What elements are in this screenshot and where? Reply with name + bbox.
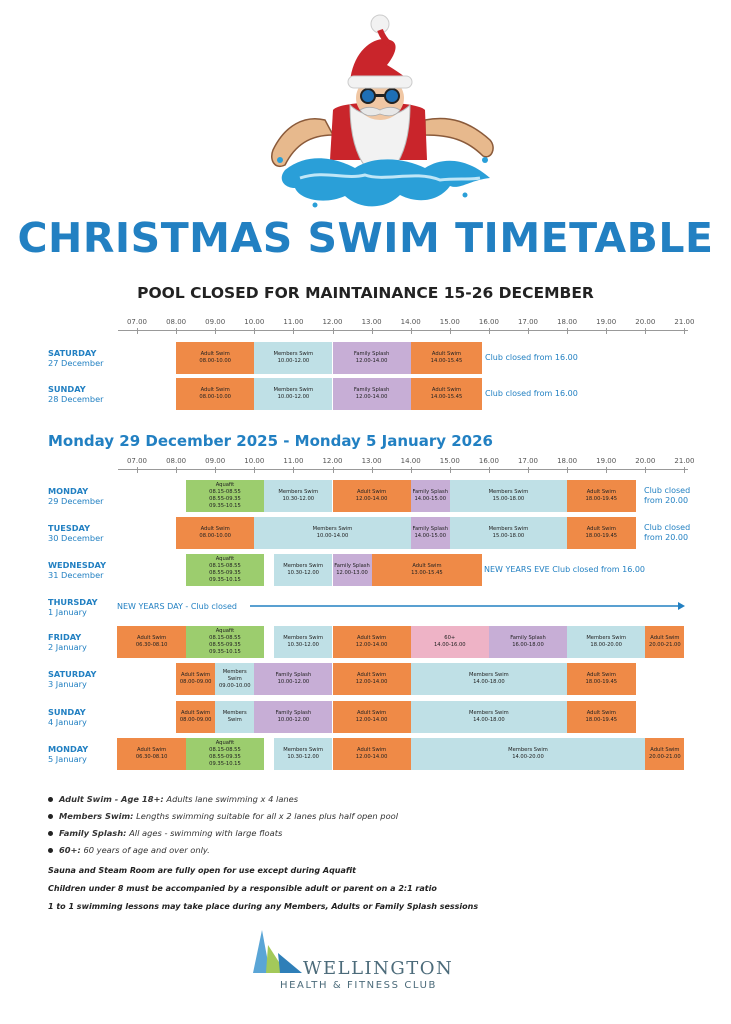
session-time: 14.00-20.00: [512, 754, 544, 760]
session-time: 13.00-15.45: [411, 570, 443, 576]
time-tick: [215, 467, 216, 473]
session-name: Adult Swim: [650, 747, 680, 753]
time-tick: [293, 467, 294, 473]
time-tick: [684, 328, 685, 334]
day-date: 27 December: [48, 358, 104, 368]
day-name: WEDNESDAY: [48, 560, 107, 570]
session-members: [411, 663, 567, 695]
day-date: 2 January: [48, 642, 87, 652]
time-tick: [372, 328, 373, 334]
session-adult: [117, 738, 185, 770]
session-time: 15.00-18.00: [492, 533, 525, 539]
day-name: THURSDAY: [48, 597, 98, 607]
session-time: 10.30-12.00: [287, 570, 319, 576]
session-members: [450, 517, 567, 549]
row-note: Club closed from 20.00: [644, 523, 691, 542]
session-time: 18.00-19.45: [585, 717, 618, 723]
session-name: Members Swim: [283, 747, 324, 753]
legend-description: All ages - swimming with large floats: [126, 828, 283, 838]
session-members: [254, 378, 332, 410]
time-axis-line: [118, 330, 688, 331]
session-name: Family Splash: [275, 710, 312, 716]
day-name: MONDAY: [48, 486, 89, 496]
session-name: Adult Swim: [586, 672, 616, 678]
session-name: Adult Swim: [356, 710, 387, 716]
session-name: Aquafit: [215, 628, 235, 634]
time-tick-label: 14.00: [400, 457, 421, 465]
session-name: Adult Swim: [586, 526, 616, 532]
session-time: 10.30-12.00: [282, 496, 315, 502]
time-tick-label: 07.00: [126, 457, 148, 465]
session-time: 08.00-09.00: [179, 717, 212, 723]
session-time: 14.00-18.00: [473, 717, 505, 723]
session-name: Adult Swim: [200, 526, 230, 532]
session-name: Adult Swim: [356, 635, 387, 641]
day-label: [48, 384, 103, 404]
session-time: 10.00-12.00: [277, 717, 310, 723]
day-label: [48, 486, 103, 506]
session-adult: [176, 663, 215, 695]
session-name: Adult Swim: [181, 710, 211, 716]
day-label: [48, 560, 106, 580]
session-members: [254, 517, 410, 549]
session-time: 14.00-15.45: [430, 394, 463, 400]
session-time: 08.55-09.35: [209, 496, 241, 502]
day-name: MONDAY: [48, 744, 89, 754]
session-name: Family Splash: [353, 351, 390, 357]
session-aquafit: [186, 480, 264, 512]
day-name: FRIDAY: [48, 632, 82, 642]
time-tick-label: 13.00: [361, 457, 382, 465]
session-name: Members Swim: [273, 351, 314, 357]
session-time: 08.00-10.00: [199, 394, 231, 400]
session-aquafit: [186, 626, 264, 658]
session-name: Aquafit: [215, 556, 235, 562]
session-adult: [176, 517, 254, 549]
day-name: SUNDAY: [48, 384, 86, 394]
session-aquafit: [186, 554, 264, 586]
time-tick: [215, 328, 216, 334]
session-time: 08.15-08.55: [209, 563, 241, 569]
legend-description: Adults lane swimming x 4 lanes: [163, 794, 299, 804]
page-title: CHRISTMAS SWIM TIMETABLE: [17, 214, 714, 262]
day-label: [48, 523, 103, 543]
time-tick: [645, 328, 646, 334]
wellington-logo-icon: [250, 925, 305, 975]
bullet-icon: [48, 814, 53, 819]
session-time: 14.00-18.00: [473, 679, 505, 685]
session-name: Adult Swim: [431, 387, 462, 393]
time-tick-label: 11.00: [283, 318, 304, 326]
day-date: 31 December: [48, 570, 104, 580]
time-tick: [567, 328, 568, 334]
bullet-icon: [48, 848, 53, 853]
session-name: Members Swim: [586, 635, 627, 641]
session-family: [411, 480, 450, 512]
session-members: [274, 554, 333, 586]
time-tick: [489, 328, 490, 334]
session-time: 09.35-10.15: [209, 761, 241, 767]
time-tick-label: 17.00: [517, 318, 539, 326]
time-tick: [137, 328, 138, 334]
time-tick: [372, 467, 373, 473]
time-tick-label: 15.00: [439, 318, 460, 326]
session-members: [215, 663, 254, 695]
logo-tagline: HEALTH & FITNESS CLUB: [280, 980, 437, 991]
time-tick-label: 12.00: [322, 318, 343, 326]
session-adult: [645, 738, 684, 770]
session-members: [274, 738, 333, 770]
day-date: 30 December: [48, 533, 104, 543]
time-tick: [333, 328, 334, 334]
day-name: SATURDAY: [48, 669, 97, 679]
session-name: Adult Swim: [586, 710, 616, 716]
time-tick-label: 15.00: [439, 457, 460, 465]
bullet-icon: [48, 831, 53, 836]
session-time: 12.00-14.00: [355, 358, 388, 364]
session-time: 18.00-19.45: [585, 679, 618, 685]
day-name: TUESDAY: [48, 523, 90, 533]
session-adult: [372, 554, 483, 586]
row-note: NEW YEARS EVE Club closed from 16.00: [484, 565, 645, 574]
legend-term: Adult Swim - Age 18+:: [59, 794, 164, 804]
info-line: 1 to 1 swimming lessons may take place during any Members, Adults or Family Splash sessions: [48, 902, 479, 911]
time-tick: [254, 328, 255, 334]
legend-description: 60 years of age and over only.: [80, 845, 210, 855]
session-family: [254, 663, 332, 695]
session-name: Aquafit: [215, 740, 235, 746]
session-time: 10.00-12.00: [277, 679, 310, 685]
session-members: [215, 701, 254, 733]
time-tick: [176, 328, 177, 334]
session-time: 14.00-15.00: [414, 496, 447, 502]
session-family: [333, 378, 411, 410]
session-time: 08.00-09.00: [179, 679, 212, 685]
session-family: [254, 701, 332, 733]
time-tick-label: 08.00: [166, 318, 187, 326]
info-line: Children under 8 must be accompanied by a responsible adult or parent on a 2:1 ratio: [48, 884, 437, 893]
time-tick: [489, 467, 490, 473]
session-name: Adult Swim: [181, 672, 211, 678]
session-name: Members Swim: [222, 710, 247, 723]
day-name: SATURDAY: [48, 348, 97, 358]
session-members: [411, 738, 646, 770]
time-tick-label: 14.00: [400, 318, 421, 326]
session-name: Adult Swim: [431, 351, 462, 357]
session-time: 08.00-10.00: [199, 358, 231, 364]
day-date: 3 January: [48, 679, 87, 689]
time-axis-line: [118, 469, 688, 470]
session-family: [333, 554, 372, 586]
day-date: 28 December: [48, 394, 104, 404]
session-name: Adult Swim: [586, 489, 616, 495]
session-name: Aquafit: [215, 482, 235, 488]
session-time: 08.15-08.55: [209, 489, 241, 495]
session-name: Members Swim: [222, 668, 247, 682]
session-time: 06.30-08.10: [135, 754, 168, 760]
time-tick: [254, 467, 255, 473]
time-tick: [684, 467, 685, 473]
legend-term: Members Swim:: [59, 811, 134, 821]
time-tick-label: 19.00: [596, 318, 617, 326]
session-name: Adult Swim: [412, 563, 442, 569]
row-note: Club closed from 16.00: [485, 389, 578, 398]
session-name: Adult Swim: [356, 489, 387, 495]
session-name: Adult Swim: [200, 351, 230, 357]
session-adult: [176, 378, 254, 410]
time-tick: [606, 467, 607, 473]
closure-notice: POOL CLOSED FOR MAINTAINANCE 15-26 DECEMBER: [137, 284, 594, 302]
session-time: 08.55-09.35: [209, 754, 241, 760]
time-tick: [528, 467, 529, 473]
day-label: [48, 744, 88, 764]
time-tick: [606, 328, 607, 334]
session-time: 08.15-08.55: [209, 747, 241, 753]
session-adult: [117, 626, 185, 658]
session-time: 12.00-14.00: [355, 717, 388, 723]
time-tick-label: 07.00: [126, 318, 148, 326]
session-name: Adult Swim: [137, 635, 167, 641]
week-section-title: Monday 29 December 2025 - Monday 5 January 2026: [48, 432, 493, 450]
time-tick: [450, 328, 451, 334]
legend-description: Lengths swimming suitable for all x 2 lanes plus half open pool: [133, 811, 399, 821]
session-name: Members Swim: [469, 710, 509, 716]
time-tick: [293, 328, 294, 334]
session-name: Family Splash: [353, 387, 390, 393]
session-adult: [567, 517, 635, 549]
session-name: Adult Swim: [200, 387, 230, 393]
session-members: [274, 626, 333, 658]
session-adult: [333, 738, 411, 770]
session-time: 08.55-09.35: [209, 642, 241, 648]
session-name: Family Splash: [510, 635, 546, 641]
row-note: Club closed from 16.00: [485, 353, 578, 362]
time-tick-label: 09.00: [205, 457, 226, 465]
session-name: Adult Swim: [137, 747, 167, 753]
session-adult: [567, 663, 635, 695]
time-tick: [528, 328, 529, 334]
time-tick: [450, 467, 451, 473]
session-name: Members Swim: [469, 672, 509, 678]
session-family: [411, 517, 450, 549]
session-time: 14.00-15.45: [430, 358, 463, 364]
session-time: 20.00-21.00: [649, 642, 681, 648]
session-family: [489, 626, 567, 658]
session-time: 10.30-12.00: [287, 754, 319, 760]
session-adult: [411, 378, 483, 410]
session-adult: [333, 480, 411, 512]
session-members: [411, 701, 567, 733]
session-name: Family Splash: [412, 526, 448, 532]
time-tick-label: 10.00: [244, 318, 265, 326]
session-adult: [333, 626, 411, 658]
time-tick-label: 11.00: [283, 457, 304, 465]
legend-term: Family Splash:: [59, 828, 127, 838]
time-tick-label: 12.00: [322, 457, 343, 465]
session-members: [264, 480, 332, 512]
session-name: Family Splash: [412, 489, 448, 495]
day-date: 4 January: [48, 717, 87, 727]
session-members: [254, 342, 332, 374]
session-time: 08.00-10.00: [199, 533, 231, 539]
time-tick-label: 08.00: [166, 457, 187, 465]
session-time: 18.00-19.45: [585, 533, 618, 539]
time-tick-label: 19.00: [596, 457, 617, 465]
session-adult: [567, 701, 635, 733]
time-tick-label: 13.00: [361, 318, 382, 326]
time-tick-label: 20.00: [635, 318, 656, 326]
closed-arrow: [250, 601, 685, 611]
session-time: 10.00-12.00: [277, 358, 310, 364]
time-tick-label: 16.00: [478, 457, 499, 465]
session-sixty: [411, 626, 489, 658]
row-note: Club closed from 20.00: [644, 486, 691, 505]
session-name: Members Swim: [488, 489, 529, 495]
session-name: Family Splash: [275, 672, 312, 678]
time-tick: [176, 467, 177, 473]
session-members: [450, 480, 567, 512]
session-time: 10.30-12.00: [287, 642, 319, 648]
time-tick: [411, 467, 412, 473]
session-time: 14.00-15.00: [414, 533, 447, 539]
day-label: [48, 632, 87, 652]
session-name: Members Swim: [312, 526, 353, 532]
time-tick-label: 09.00: [205, 318, 226, 326]
session-adult: [333, 701, 411, 733]
session-time: 10.00-12.00: [277, 394, 310, 400]
day-date: 1 January: [48, 607, 87, 617]
time-tick-label: 21.00: [674, 457, 695, 465]
santa-swimmer-illustration: [255, 10, 505, 215]
time-tick: [333, 467, 334, 473]
day-label: [48, 597, 98, 617]
time-tick: [567, 467, 568, 473]
legend-item: [48, 828, 282, 838]
session-adult: [176, 701, 215, 733]
session-adult: [567, 480, 635, 512]
session-time: 14.00-16.00: [433, 642, 466, 648]
time-tick: [645, 467, 646, 473]
session-time: 09.35-10.15: [209, 577, 241, 583]
session-time: 16.00-18.00: [512, 642, 544, 648]
session-time: 09.35-10.15: [209, 649, 241, 655]
session-time: 15.00-18.00: [492, 496, 525, 502]
session-time: 12.00-14.00: [355, 496, 388, 502]
session-time: 06.30-08.10: [135, 642, 168, 648]
session-time: 12.00-14.00: [355, 679, 388, 685]
session-name: 60+: [444, 635, 456, 641]
time-tick-label: 16.00: [478, 318, 499, 326]
session-adult: [333, 663, 411, 695]
session-members: [567, 626, 645, 658]
legend-item: [48, 794, 298, 804]
session-name: Members Swim: [508, 747, 548, 753]
session-time: 18.00-20.00: [590, 642, 622, 648]
time-tick-label: 21.00: [674, 318, 695, 326]
session-time: 20.00-21.00: [649, 754, 681, 760]
session-adult: [411, 342, 483, 374]
session-family: [333, 342, 411, 374]
session-time: 12.00-14.00: [355, 394, 388, 400]
day-date: 5 January: [48, 754, 87, 764]
row-note: NEW YEARS DAY - Club closed: [117, 602, 237, 611]
session-time: 08.55-09.35: [209, 570, 241, 576]
day-label: [48, 348, 103, 368]
session-adult: [176, 342, 254, 374]
legend-item: [48, 845, 210, 855]
time-tick-label: 20.00: [635, 457, 656, 465]
session-time: 18.00-19.45: [585, 496, 618, 502]
session-name: Members Swim: [283, 635, 324, 641]
day-name: SUNDAY: [48, 707, 86, 717]
day-date: 29 December: [48, 496, 104, 506]
time-tick: [411, 328, 412, 334]
time-tick-label: 18.00: [557, 457, 578, 465]
time-tick-label: 10.00: [244, 457, 265, 465]
session-adult: [645, 626, 684, 658]
session-name: Members Swim: [488, 526, 529, 532]
session-time: 12.00-14.00: [355, 642, 388, 648]
session-name: Members Swim: [283, 563, 324, 569]
logo-name: WELLINGTON: [303, 958, 454, 979]
session-time: 09.00-10.00: [218, 682, 251, 689]
bullet-icon: [48, 797, 53, 802]
session-time: 09.35-10.15: [209, 503, 241, 509]
session-name: Adult Swim: [356, 747, 387, 753]
legend-item: [48, 811, 398, 821]
day-label: [48, 669, 96, 689]
session-time: 10.00-14.00: [316, 533, 349, 539]
session-aquafit: [186, 738, 264, 770]
time-tick-label: 18.00: [557, 318, 578, 326]
session-time: 12.00-14.00: [355, 754, 388, 760]
time-tick: [137, 467, 138, 473]
session-name: Family Splash: [334, 563, 370, 569]
session-name: Members Swim: [273, 387, 314, 393]
session-name: Members Swim: [278, 489, 319, 495]
session-time: 12.00-13.00: [336, 570, 368, 576]
legend-term: 60+:: [59, 845, 81, 855]
time-tick-label: 17.00: [517, 457, 539, 465]
day-label: [48, 707, 87, 727]
info-line: Sauna and Steam Room are fully open for use except during Aquafit: [48, 866, 357, 875]
session-name: Adult Swim: [650, 635, 680, 641]
session-time: 08.15-08.55: [209, 635, 241, 641]
session-name: Adult Swim: [356, 672, 387, 678]
